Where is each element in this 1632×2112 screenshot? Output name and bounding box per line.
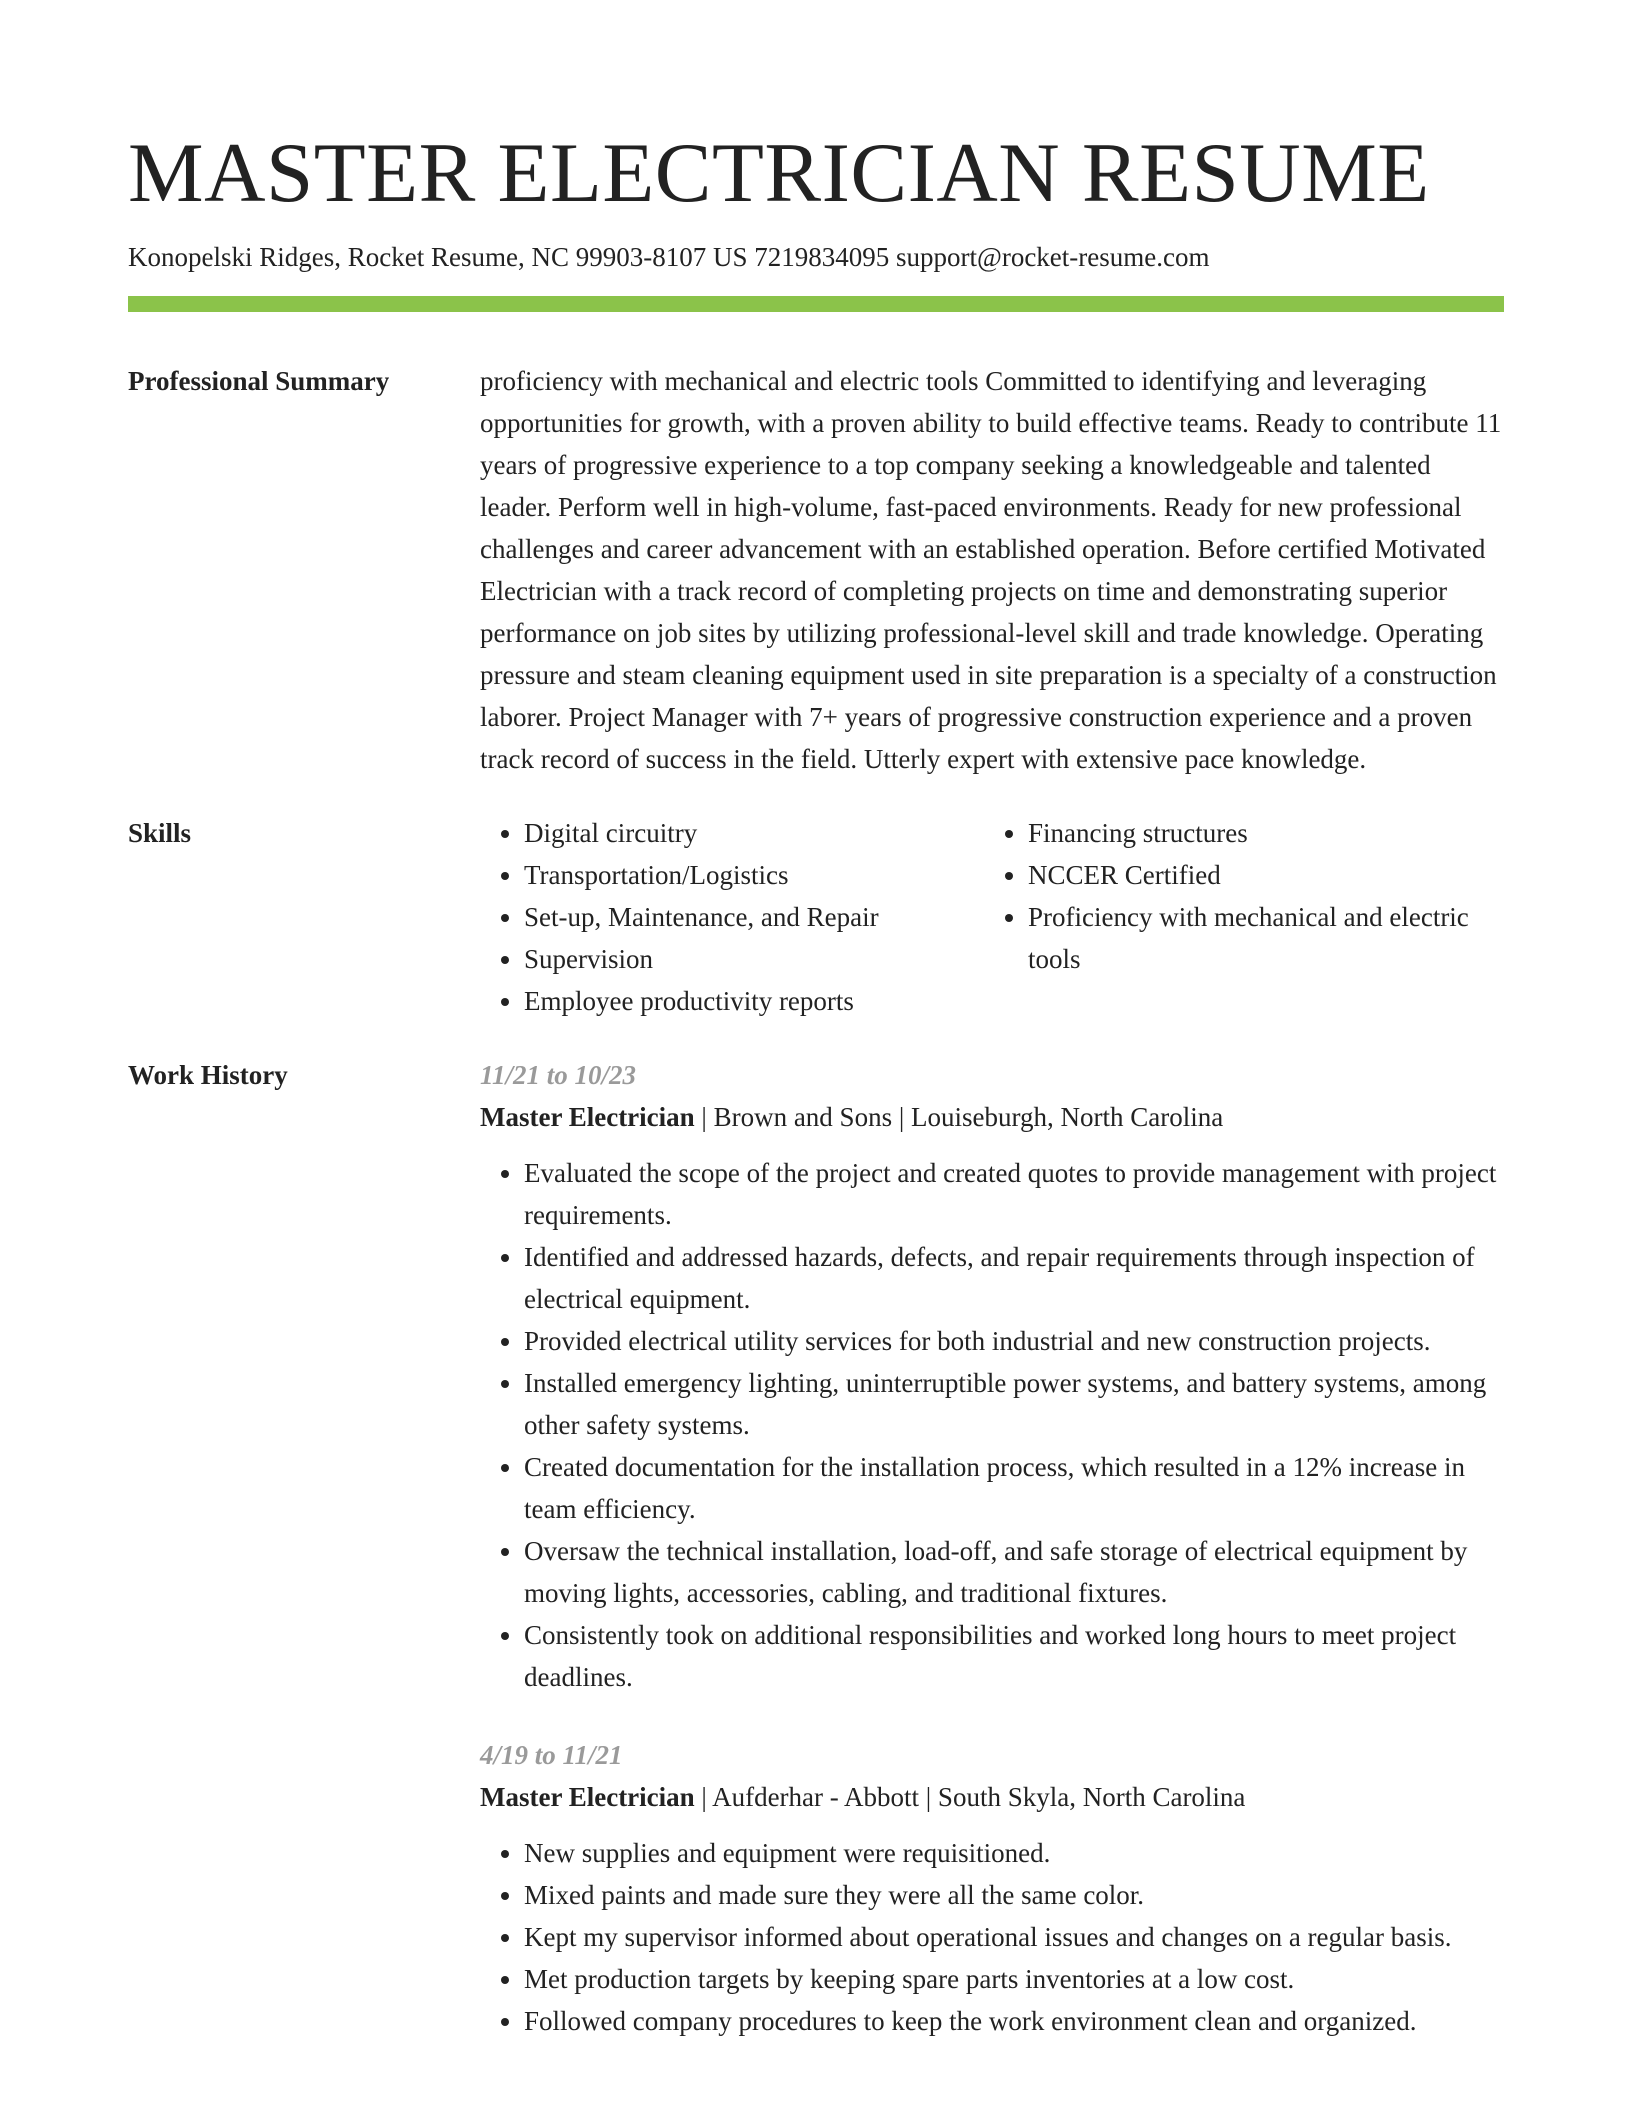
skills-list-col2 bbox=[984, 812, 1504, 1022]
contact-line: Konopelski Ridges, Rocket Resume, NC 99903-8107 US 7219834095 support@rocket-resume.com bbox=[128, 242, 1210, 272]
job-dates: 4/19 to 11/21 bbox=[480, 1740, 623, 1770]
job-role: Master Electrician bbox=[480, 1782, 695, 1812]
duty-item: • Provided electrical utility services for both industrial and new construction projects. bbox=[524, 1320, 1504, 1362]
skill-item: • Financing structures bbox=[1028, 812, 1504, 854]
job-title-line bbox=[480, 1776, 1504, 1818]
job-title-line bbox=[480, 1096, 1504, 1138]
work-history-heading: Work History bbox=[128, 1060, 288, 1090]
summary-text: proficiency with mechanical and electric tools Committed to identifying and leveraging opportunities for growth, with a proven ability to build effective teams. Ready to contribute 11 years of progressive experience to a top company seeking a knowledgeable and talented leader. Perform well in high-volume, fast-paced environments. Ready for new professional challenges and career advancement with an established operation. Before certified Motivated Electrician with a track record of completing projects on time and demonstrating superior performance on job sites by utilizing professional-level skill and trade knowledge. Operating pressure and steam cleaning equipment used in site preparation is a specialty of a construction laborer. Project Manager with 7+ years of progressive construction experience and a proven track record of success in the field. Utterly expert with extensive pace knowledge. bbox=[480, 366, 1502, 774]
skill-item: • Employee productivity reports bbox=[524, 980, 984, 1022]
job-dates: 11/21 to 10/23 bbox=[480, 1060, 637, 1090]
duty-item: • Evaluated the scope of the project and created quotes to provide management with project requirements. bbox=[524, 1152, 1504, 1236]
work-history-section bbox=[128, 1054, 1504, 2078]
duty-item: • New supplies and equipment were requisitioned. bbox=[524, 1832, 1504, 1874]
duty-item: • Kept my supervisor informed about operational issues and changes on a regular basis. bbox=[524, 1916, 1504, 1958]
skill-item: • Proficiency with mechanical and electric tools bbox=[1028, 896, 1504, 980]
skill-item: • NCCER Certified bbox=[1028, 854, 1504, 896]
job-entry bbox=[480, 1054, 1504, 1698]
skill-item: • Transportation/Logistics bbox=[524, 854, 984, 896]
page-title: MASTER ELECTRICIAN RESUME bbox=[128, 126, 1430, 220]
skills-list-col1 bbox=[480, 812, 984, 1022]
job-employer-location: | Brown and Sons | Louiseburgh, North Carolina bbox=[694, 1102, 1224, 1132]
skills-section bbox=[128, 812, 1504, 1022]
job-employer-location: | Aufderhar - Abbott | South Skyla, North Carolina bbox=[694, 1782, 1246, 1812]
summary-body bbox=[480, 360, 1504, 780]
summary-heading: Professional Summary bbox=[128, 366, 390, 396]
duty-item: • Consistently took on additional responsibilities and worked long hours to meet project deadlines. bbox=[524, 1614, 1504, 1698]
summary-section bbox=[128, 360, 1504, 780]
skills-heading: Skills bbox=[128, 818, 192, 848]
duty-item: • Mixed paints and made sure they were all the same color. bbox=[524, 1874, 1504, 1916]
job-duties-list bbox=[480, 1152, 1504, 1698]
skill-item: • Set-up, Maintenance, and Repair bbox=[524, 896, 984, 938]
skills-body bbox=[480, 812, 1504, 1022]
duty-item: • Installed emergency lighting, uninterruptible power systems, and battery systems, among other safety systems. bbox=[524, 1362, 1504, 1446]
job-role: Master Electrician bbox=[480, 1102, 695, 1132]
duty-item: • Identified and addressed hazards, defects, and repair requirements through inspection of electrical equipment. bbox=[524, 1236, 1504, 1320]
skill-item: • Supervision bbox=[524, 938, 984, 980]
duty-item: • Created documentation for the installation process, which resulted in a 12% increase in team efficiency. bbox=[524, 1446, 1504, 1530]
duty-item: • Oversaw the technical installation, load-off, and safe storage of electrical equipment by moving lights, accessories, cabling, and traditional fixtures. bbox=[524, 1530, 1504, 1614]
duty-item: • Followed company procedures to keep the work environment clean and organized. bbox=[524, 2000, 1504, 2042]
duty-item: • Met production targets by keeping spare parts inventories at a low cost. bbox=[524, 1958, 1504, 2000]
header-divider bbox=[128, 296, 1504, 312]
job-entry bbox=[480, 1734, 1504, 2042]
job-duties-list bbox=[480, 1832, 1504, 2042]
work-history-body bbox=[480, 1054, 1504, 2078]
skill-item: • Digital circuitry bbox=[524, 812, 984, 854]
resume-page bbox=[128, 0, 1504, 2078]
